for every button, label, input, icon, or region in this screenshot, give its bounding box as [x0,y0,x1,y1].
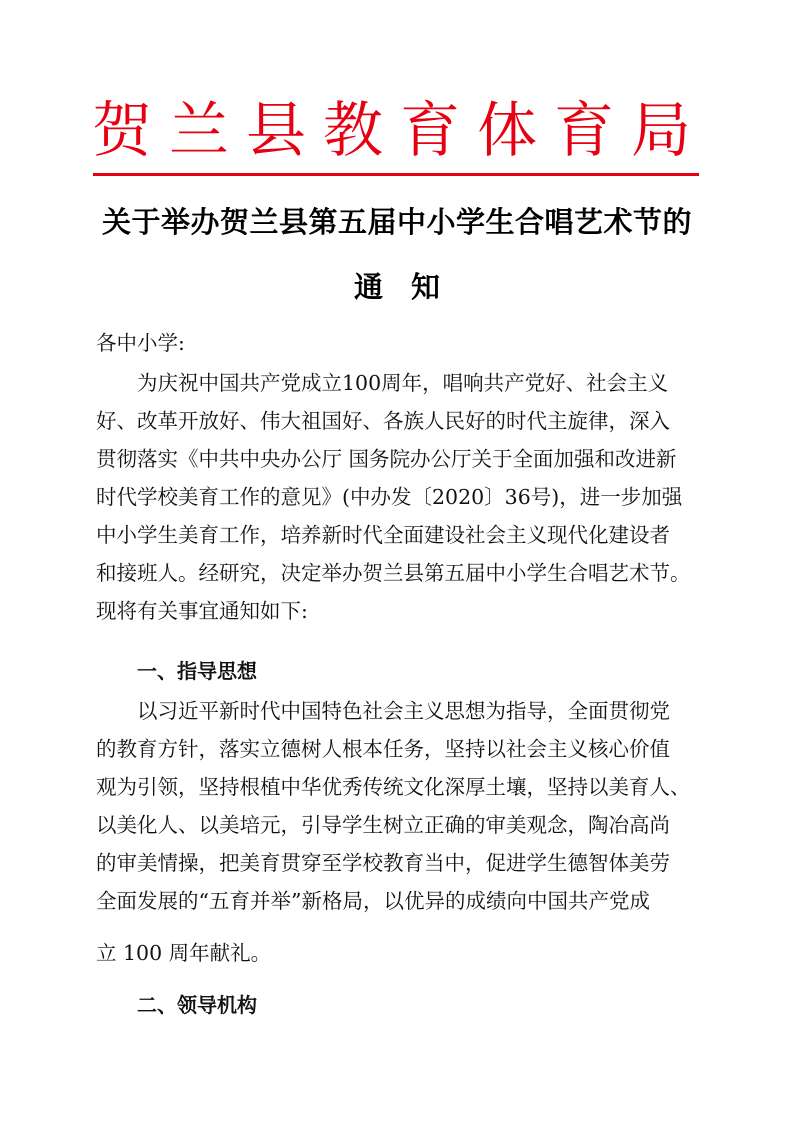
intro-line: 贯彻落实《中共中央办公厅 国务院办公厅关于全面加强和改进新 [96,447,677,471]
red-divider-line [93,173,699,176]
section-heading-guiding-ideology: 一、指导思想 [137,659,257,683]
section1-line: 观为引领，坚持根植中华优秀传统文化深厚土壤，坚持以美育人、 [96,775,691,799]
section1-line: 的教育方针，落实立德树人根本任务，坚持以社会主义核心价值 [96,737,670,761]
section1-line: 以美化人、以美培元，引导学生树立正确的审美观念，陶冶高尚 [96,813,670,837]
section1-line: 以习近平新时代中国特色社会主义思想为指导，全面贯彻党 [137,699,670,723]
intro-line: 现将有关事宜通知如下: [96,599,308,623]
section1-line: 立 100 周年献礼。 [96,941,272,965]
salutation: 各中小学: [96,331,185,355]
intro-line: 和接班人。经研究，决定举办贺兰县第五届中小学生合唱艺术节。 [96,561,691,585]
intro-line: 中小学生美育工作，培养新时代全面建设社会主义现代化建设者 [96,523,670,547]
document-title-line-1: 关于举办贺兰县第五届中小学生合唱艺术节的 [101,205,692,239]
section1-line: 的审美情操，把美育贯穿至学校教育当中，促进学生德智体美劳 [96,851,670,875]
org-header-title: 贺兰县教育体育局 [92,96,708,166]
section-heading-leadership: 二、领导机构 [137,993,257,1017]
section1-line: 全面发展的“五育并举”新格局，以优异的成绩向中国共产党成 [96,889,650,913]
intro-line: 好、改革开放好、伟大祖国好、各族人民好的时代主旋律，深入 [96,409,670,433]
document-title-line-2: 通知 [353,270,468,304]
intro-line: 为庆祝中国共产党成立100周年，唱响共产党好、社会主义 [137,371,669,395]
intro-line: 时代学校美育工作的意见》(中办发〔2020〕36号)，进一步加强 [96,485,683,509]
